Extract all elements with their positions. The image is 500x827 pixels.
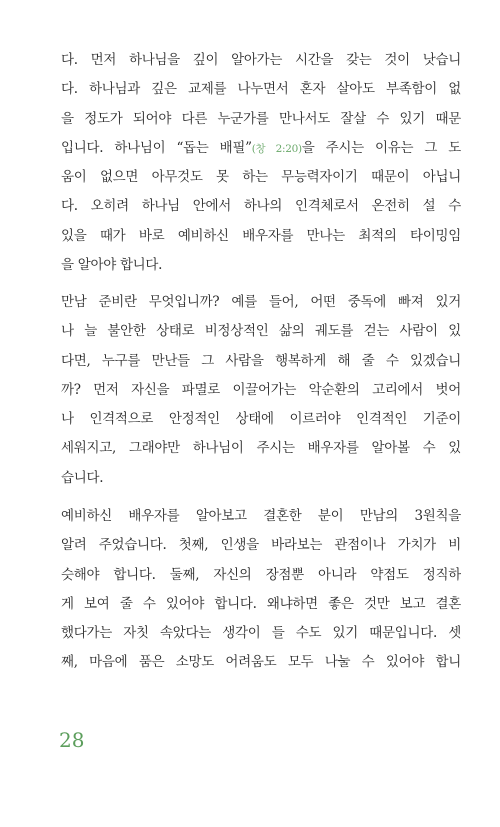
text-line: 게 보여 줄 수 있어야 합니다. 왜냐하면 좋은 것만 보고 결혼 bbox=[61, 595, 461, 612]
text-fragment: 을 주시는 이유는 그 도 bbox=[301, 139, 461, 156]
text-line: 예비하신 배우자를 알아보고 결혼한 분이 만남의 3원칙을 bbox=[61, 508, 461, 524]
text-line: 세워지고, 그래야만 하나님이 주시는 배우자를 알아볼 수 있 bbox=[61, 440, 461, 457]
text-line: 습니다. bbox=[61, 469, 104, 486]
paragraph-1 bbox=[61, 46, 461, 280]
text-line: 나 인격적으로 안정적인 상태에 이르러야 인격적인 기준이 bbox=[61, 411, 461, 428]
text-line: 있을 때가 바로 예비하신 배우자를 만나는 최적의 타이밍임 bbox=[61, 227, 461, 244]
text-line: 했다가는 자칫 속았다는 생각이 들 수도 있기 때문입니다. 셋 bbox=[61, 625, 461, 642]
text-line: 까? 먼저 자신을 파멸로 이끌어가는 악순환의 고리에서 벗어 bbox=[61, 381, 461, 398]
text-line: 만남 준비란 무엇입니까? 예를 들어, 어떤 중독에 빠져 있거 bbox=[61, 294, 461, 310]
text-fragment: 입니다. 하나님이 “돕는 배필” bbox=[61, 139, 252, 156]
text-line: 다. 먼저 하나님을 깊이 알아가는 시간을 갖는 것이 낫습니 bbox=[61, 52, 461, 68]
text-line: 다. 하나님과 깊은 교제를 나누면서 혼자 살아도 부족함이 없 bbox=[61, 81, 461, 98]
text-line: 나 늘 불안한 상태로 비정상적인 삶의 궤도를 걷는 사람이 있 bbox=[61, 323, 461, 340]
text-line: 다. 오히려 하나님 안에서 하나의 인격체로서 온전히 설 수 bbox=[61, 198, 461, 215]
text-line: 알려 주었습니다. 첫째, 인생을 바라보는 관점이나 가치가 비 bbox=[61, 537, 461, 554]
text-line: 째, 마음에 품은 소망도 어려움도 모두 나눌 수 있어야 합니 bbox=[61, 654, 461, 671]
scripture-reference: (창 2:20) bbox=[251, 142, 302, 155]
text-line: 슷해야 합니다. 둘째, 자신의 장점뿐 아니라 약점도 정직하 bbox=[61, 566, 461, 583]
text-line: 을 정도가 되어야 다른 누군가를 만나서도 잘살 수 있기 때문 bbox=[61, 110, 461, 127]
text-line: 다면, 누구를 만난들 그 사람을 행복하게 해 줄 수 있겠습니 bbox=[61, 352, 461, 369]
page-number: 28 bbox=[59, 728, 85, 752]
paragraph-3 bbox=[61, 502, 461, 678]
text-line: 을 알아야 합니다. bbox=[61, 257, 163, 274]
text-line-with-reference bbox=[61, 134, 461, 163]
paragraph-2 bbox=[61, 288, 461, 493]
text-line: 움이 없으면 아무것도 못 하는 무능력자이기 때문이 아닙니 bbox=[61, 169, 461, 186]
